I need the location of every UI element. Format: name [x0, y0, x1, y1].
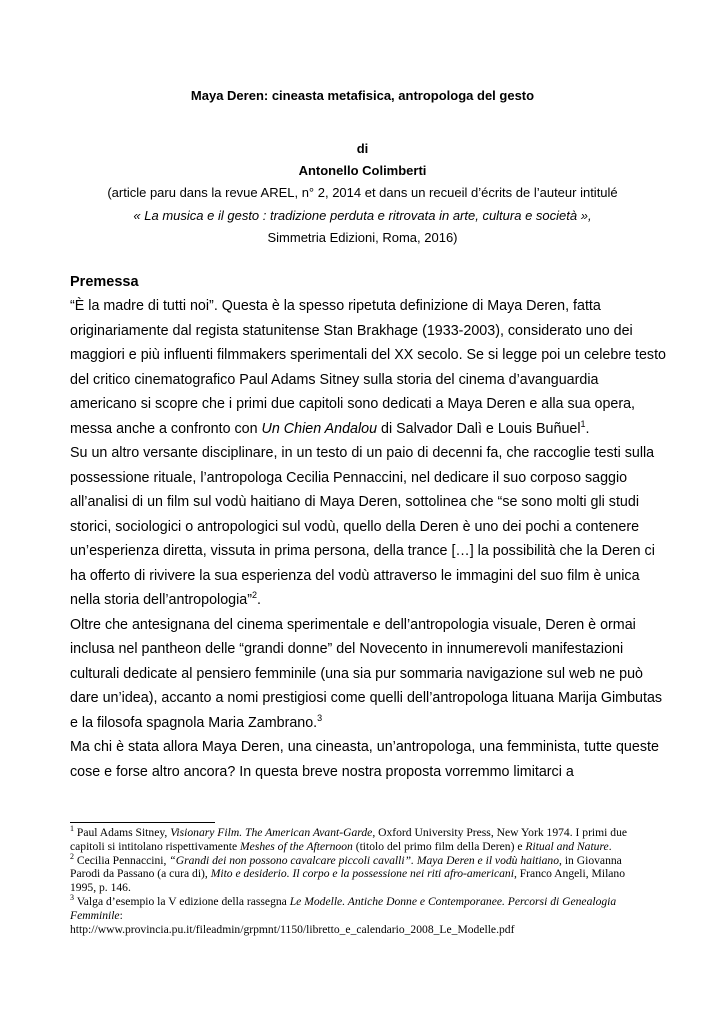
footnote-1-book-title: Visionary Film. The American Avant-Garde [170, 826, 373, 839]
paragraph-2 [70, 441, 668, 613]
paragraph-3 [70, 613, 668, 736]
footnote-1-end: . [608, 839, 612, 853]
footnote-2-text-cont: , in Giovanna Parodi da Passano (a cura di), [70, 853, 622, 881]
footnote-2-essay-title: “Grandi dei non possono cavalcare piccoli cavalli”. Maya Deren e il vodù haitiano [169, 853, 560, 867]
footnote-3-number: 3 [70, 893, 74, 903]
footnote-ref-2[interactable]: 2 [252, 590, 258, 601]
paragraph-4: Ma chi è stata allora Maya Deren, una cineasta, un’antropologa, una femminista, tutte queste cose e forse altro ancora? In questa breve nostra proposta vorremmo limitarci a [70, 739, 659, 780]
footnote-ref-1[interactable]: 1 [580, 418, 586, 429]
publisher-line: Simmetria Edizioni, Roma, 2016) [267, 230, 458, 245]
footnote-3-url[interactable]: http://www.provincia.pu.it/fileadmin/grpmnt/1150/libretto_e_calendario_2008_Le_Modelle.pdf [70, 922, 515, 936]
footnote-1-text-cont-2: (titolo del primo film della Deren) e [352, 839, 526, 853]
author-name: Antonello Colimberti [298, 163, 427, 178]
footnote-3-text: Valga d’esempio la V edizione della rassegna [74, 894, 290, 908]
by-line-di: di [356, 141, 369, 156]
paragraph-1-text: “È la madre di tutti noi”. Questa è la spesso ripetuta definizione di Maya Deren, fatta originariamente dal regista statunitense Stan Brakhage (1933-2003), considerato uno dei maggiori e più influenti filmmakers sperimentali del XX secolo. Se si legge poi un celebre testo del critico cinematografico Paul Adams Sitney sulla storia del cinema d’avanguardia americano si scopre che i primi due capitoli sono dedicati a Maya Deren e alla sua opera, messa anche a confronto con [70, 298, 667, 437]
footnote-1-number: 1 [70, 824, 74, 834]
body-text [70, 294, 668, 784]
footnote-ref-3[interactable]: 3 [317, 712, 323, 723]
footnote-2-text: Cecilia Pennaccini, [74, 853, 170, 867]
footnote-2 [70, 851, 630, 895]
footnote-3-colon: : [119, 908, 123, 922]
paragraph-1 [70, 294, 668, 441]
footnote-1-chapter-1: Meshes of the Afternoon [240, 839, 353, 853]
section-heading: Premessa [70, 274, 139, 290]
publication-note: (article paru dans la revue AREL, n° 2, 2014 et dans un recueil d’écrits de l’auteur intitulé [107, 185, 618, 200]
footnotes [70, 826, 630, 936]
footnote-1-text-cont: , Oxford University Press, New York 1974. I primi due capitoli si intitolano rispettivamente [70, 826, 628, 853]
paragraph-3-text: Oltre che antesignana del cinema sperimentale e dell’antropologia visuale, Deren è ormai inclusa nel pantheon delle “grandi donne” del Novecento in innumerevoli manifestazioni culturali dedicate al pensiero femminile (una sia pur sommaria navigazione sul web ne può dare un’idea), accanto a nomi prestigiosi come quelli dell’antropologa lituana Marija Gimbutas e la filosofa spagnola Maria Zambrano. [70, 616, 663, 731]
footnote-2-number: 2 [70, 851, 74, 861]
paragraph-2-text: Su un altro versante disciplinare, in un testo di un paio di decenni fa, che raccoglie testi sulla possessione rituale, l’antropologa Cecilia Pennaccini, nel dedicare il suo corposo saggio all’analisi di un film sul vodù haitiano di Maya Deren, sottolinea che “se sono molti gli studi storici, sociologici o antropologici sul vodù, quello della Deren è uno dei pochi a contenere un’esperienza diretta, vissuta in prima persona, della trance […] la possibilità che la Deren ci ha offerto di rivivere la sua esperienza del vodù attraverso le immagini del suo film è unica nella storia dell’antropologia” [70, 445, 655, 608]
paragraph-1-text-cont: di Salvador Dalì e Louis Buñuel [377, 420, 581, 437]
footnote-1-text: Paul Adams Sitney, [74, 826, 171, 839]
footnote-3-event-title: Le Modelle. Antiche Donne e Contemporanee. Percorsi di Genealogia Femminile [70, 894, 617, 922]
book-title: « La musica e il gesto : tradizione perduta e ritrovata in arte, cultura e società », [133, 208, 592, 223]
film-title: Un Chien Andalou [261, 420, 378, 437]
paragraph-1-end: . [585, 420, 590, 437]
document-title: Maya Deren: cineasta metafisica, antropologa del gesto [190, 88, 535, 103]
footnote-1-chapter-2: Ritual and Nature [525, 839, 609, 853]
footnote-2-end: , Franco Angeli, Milano 1995, p. 146. [70, 867, 626, 895]
footnote-2-book-title: Mito e desiderio. Il corpo e la possessione nei riti afro-americani [210, 867, 514, 881]
footnote-separator [70, 822, 215, 823]
footnote-1 [70, 826, 630, 854]
paragraph-2-end: . [257, 592, 261, 608]
footnote-3 [70, 895, 630, 923]
